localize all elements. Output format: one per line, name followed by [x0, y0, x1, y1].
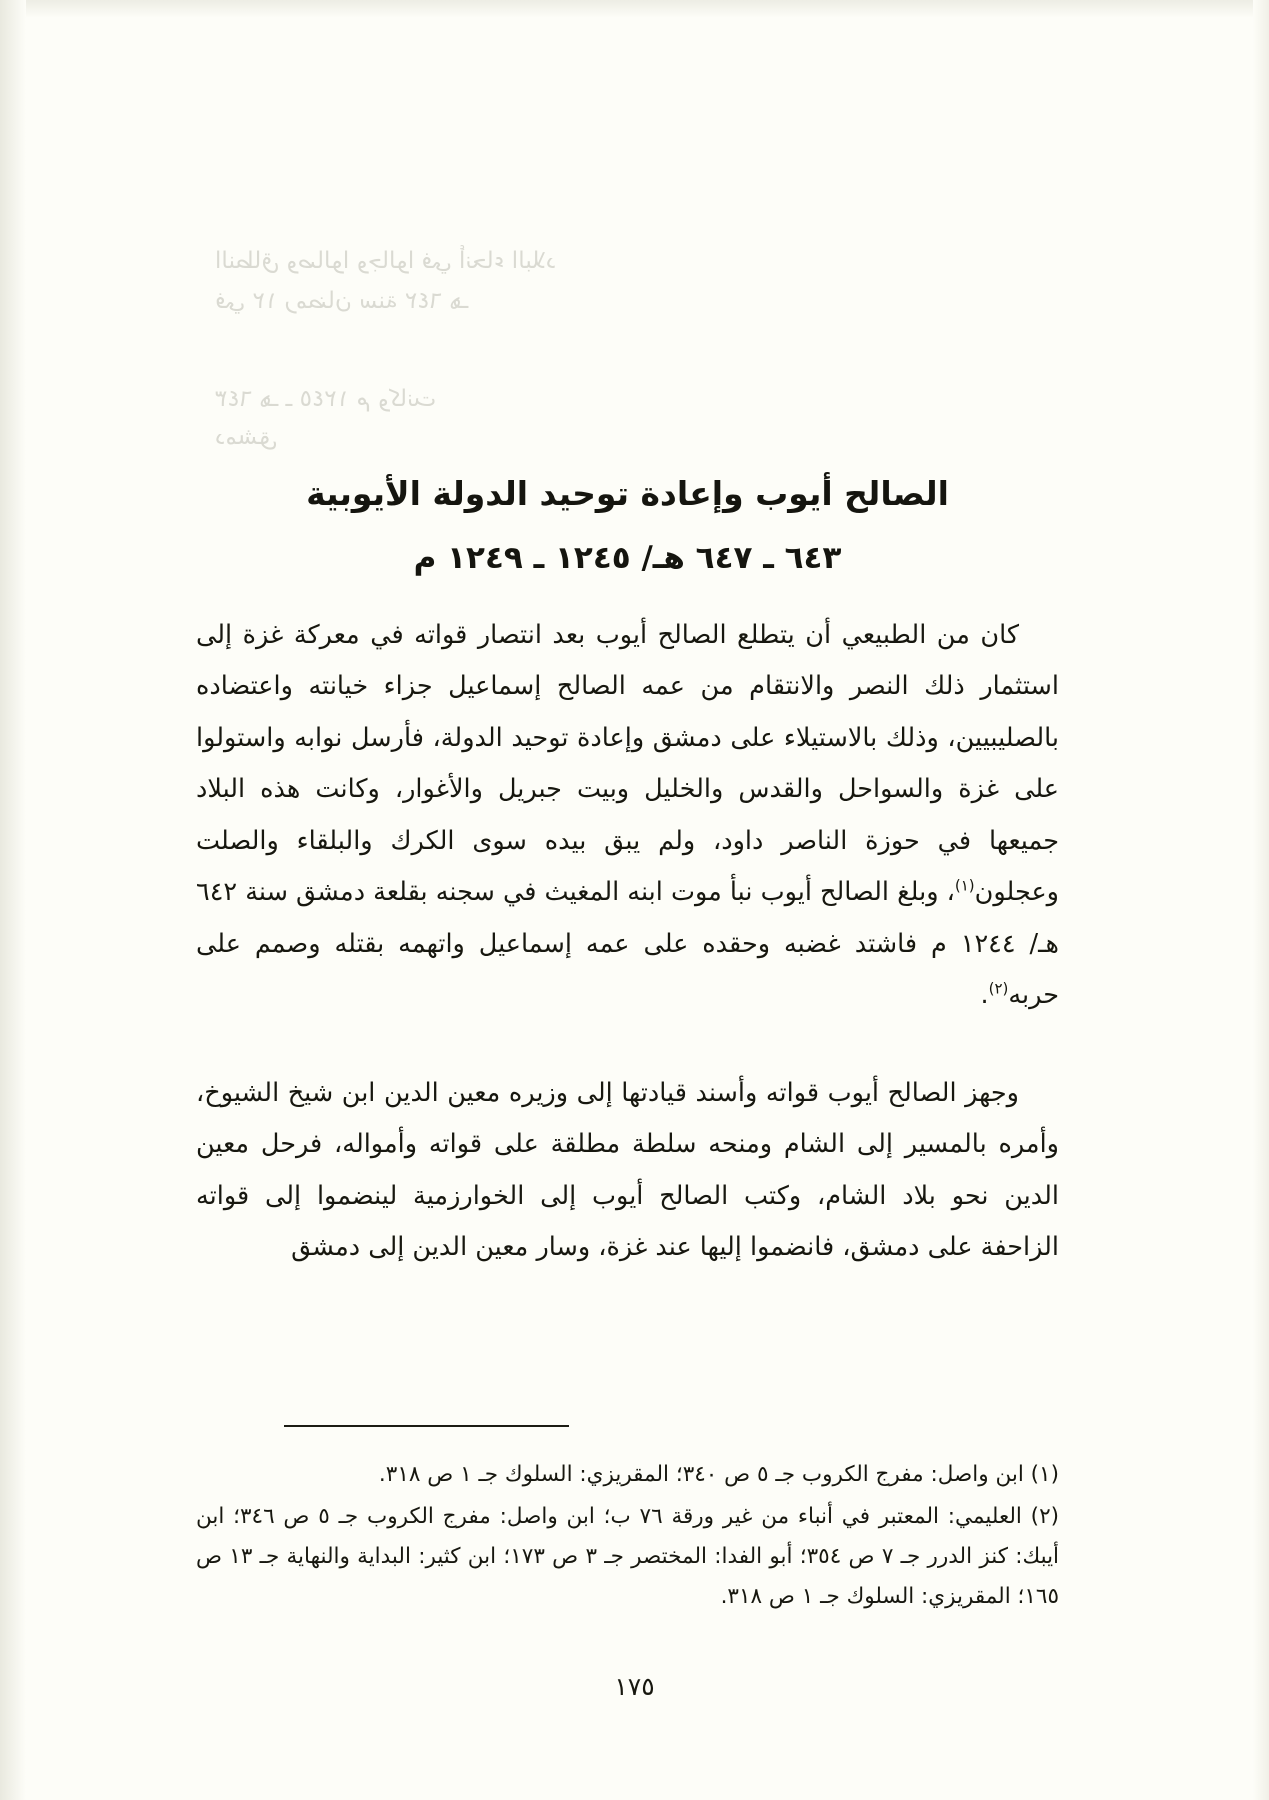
footnote-reference-2: (٢): [988, 979, 1009, 998]
paragraph-1-text-b: ، وبلغ الصالح أيوب نبأ موت ابنه المغيث في سجنه بقلعة دمشق سنة ٦٤٢ هـ/ ١٢٤٤ م فاشتد غضبه وحقده على عمه إسماعيل واتهمه بقتله وصمم على حربه: [196, 877, 1059, 1011]
paragraph-1-text-c: .: [980, 980, 989, 1011]
footnote-item: (٢) العليمي: المعتبر في أنباء من غير ورقة ٧٦ ب؛ ابن واصل: مفرج الكروب جـ ٥ ص ٣٤٦؛ ابن أيبك: كنز الدرر جـ ٧ ص ٣٥٤؛ أبو الفدا: المختصر جـ ٣ ص ١٧٣؛ ابن كثير: البداية والنهاية جـ ١٣ ص ١٦٥؛ المقريزي: السلوك جـ ١ ص ٣١٨.: [196, 1503, 1060, 1609]
footnote-separator-rule: [284, 1425, 569, 1427]
footnotes-block: [196, 1455, 1059, 1619]
bleed-through-text: النطاق وصالوا وجالوا في أنحاء البلاد: [215, 248, 557, 274]
footnote-reference-1: (١): [954, 876, 975, 895]
bleed-through-text: دمشق: [215, 424, 278, 450]
body-paragraph-1: [196, 610, 1059, 1022]
paragraph-2-text: وجهز الصالح أيوب قواته وأسند قيادتها إلى وزيره معين الدين ابن شيخ الشيوخ، وأمره بالمسير إلى الشام ومنحه سلطة مطلقة على قواته وأمواله، فرحل معين الدين نحو بلاد الشام، وكتب الصالح أيوب إلى الخوارزمية لينضموا إلى قواته الزاحفة على دمشق، فانضموا إليها عند غزة، وسار معين الدين إلى دمشق: [196, 1077, 1059, 1263]
page-title: الصالح أيوب وإعادة توحيد الدولة الأيوبية: [306, 474, 949, 513]
page-subtitle-dates: ٦٤٣ ـ ٦٤٧ هـ/ ١٢٤٥ ـ ١٢٤٩ م: [413, 539, 842, 576]
paragraph-1-text-a: كان من الطبيعي أن يتطلع الصالح أيوب بعد انتصار قواته في معركة غزة إلى استثمار ذلك النصر والانتقام من عمه الصالح إسماعيل جزاء خيانته واعتضاده بالصليبيين، وذلك بالاستيلاء على دمشق وإعادة توحيد الدولة، فأرسل نوابه واستولوا على غزة والسواحل والقدس والخليل وبيت جبريل والأغوار، وكانت هذه البلاد جميعها في حوزة الناصر داود، ولم يبق بيده سوى الكرك والبلقاء والصلت وعجلون: [196, 619, 1059, 908]
footnote-item: (١) ابن واصل: مفرج الكروب جـ ٥ ص ٣٤٠؛ المقريزي: السلوك جـ ١ ص ٣١٨.: [378, 1462, 1059, 1487]
body-paragraph-2: [196, 1068, 1059, 1274]
bleed-through-text: ٦٤٣ هـ ـ ١٢٤٥ م وكانت: [215, 386, 436, 412]
bleed-through-text: في ١٢ رمضان سنة ٦٤٢ هـ: [215, 288, 469, 314]
page-number: ١٧٥: [614, 1672, 655, 1701]
